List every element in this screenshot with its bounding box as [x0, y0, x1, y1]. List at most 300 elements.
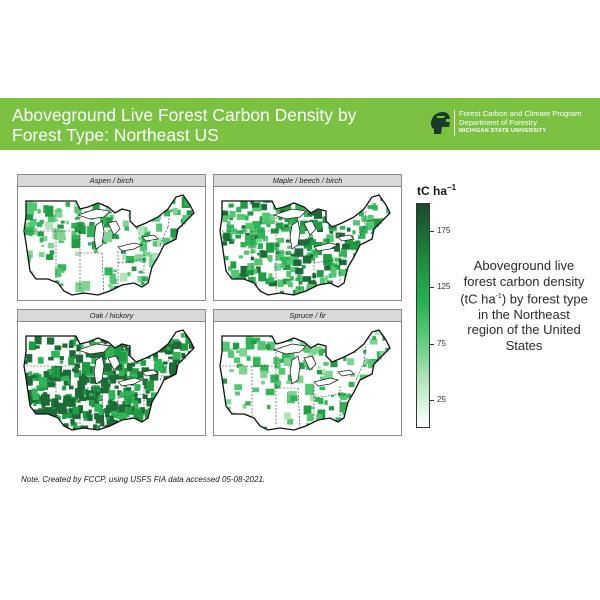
density-cell: [72, 368, 77, 371]
density-cell: [257, 329, 263, 336]
density-cell: [383, 227, 387, 231]
density-cell: [329, 231, 333, 234]
density-cell: [151, 338, 155, 343]
density-cell: [305, 384, 314, 395]
density-cell: [22, 416, 29, 425]
density-cell: [373, 414, 380, 418]
density-cell: [384, 330, 387, 333]
density-cell: [188, 361, 194, 369]
density-cell: [304, 406, 312, 415]
density-cell: [382, 231, 390, 238]
density-cell: [51, 421, 56, 425]
density-cell: [310, 254, 313, 258]
density-cell: [295, 268, 303, 274]
density-cell: [371, 389, 376, 394]
density-cell: [384, 230, 390, 236]
density-cell: [162, 405, 168, 410]
density-cell: [396, 198, 401, 202]
density-cell: [93, 424, 97, 429]
density-cell: [333, 341, 342, 351]
density-cell: [140, 242, 147, 252]
density-cell: [75, 251, 80, 256]
density-cell: [73, 407, 80, 415]
density-cell: [277, 197, 282, 204]
density-cell: [47, 382, 55, 388]
density-cell: [89, 393, 93, 396]
density-cell: [274, 381, 281, 386]
density-cell: [233, 343, 238, 350]
density-cell: [105, 412, 110, 417]
density-cell: [302, 276, 311, 282]
density-cell: [139, 350, 143, 355]
density-cell: [111, 234, 118, 239]
density-cell: [134, 384, 140, 391]
density-cell: [364, 265, 372, 276]
density-cell: [281, 295, 284, 297]
density-cell: [161, 395, 168, 400]
density-cell: [327, 342, 336, 352]
density-cell: [328, 207, 332, 211]
density-cell: [352, 428, 360, 434]
density-cell: [61, 292, 68, 300]
density-cell: [335, 294, 343, 300]
density-cell: [388, 267, 392, 272]
density-cell: [75, 388, 84, 396]
density-cell: [371, 292, 375, 295]
density-cell: [303, 193, 311, 198]
density-cell: [84, 326, 89, 333]
density-cell: [97, 387, 101, 392]
density-cell: [286, 271, 291, 278]
density-cell: [187, 250, 194, 258]
density-cell: [162, 409, 166, 413]
density-cell: [140, 291, 143, 294]
density-cell: [124, 199, 132, 210]
density-cell: [173, 388, 177, 391]
density-cell: [69, 386, 74, 390]
density-cell: [280, 257, 286, 261]
density-cell: [338, 426, 341, 428]
density-cell: [193, 404, 201, 414]
density-cell: [80, 344, 84, 347]
density-cell: [68, 357, 74, 365]
density-cell: [48, 357, 53, 360]
density-cell: [186, 277, 195, 288]
density-cell: [150, 416, 154, 421]
density-cell: [384, 290, 390, 297]
density-cell: [195, 358, 201, 366]
density-cell: [251, 340, 257, 344]
density-cell: [393, 347, 399, 354]
density-cell: [356, 388, 363, 392]
density-cell: [193, 241, 202, 253]
density-cell: [153, 241, 157, 246]
density-cell: [191, 270, 195, 275]
legend-tick-mark: [430, 400, 434, 401]
density-cell: [359, 226, 368, 233]
density-cell: [123, 195, 129, 199]
density-cell: [186, 274, 190, 277]
panel-label: Oak / hickory: [18, 310, 205, 322]
density-cell: [231, 239, 234, 241]
density-cell: [197, 423, 204, 428]
density-cell: [169, 275, 172, 279]
density-cell: [113, 270, 117, 272]
density-cell: [163, 362, 167, 365]
density-cell: [238, 209, 242, 213]
density-cell: [338, 195, 346, 206]
density-cell: [367, 205, 373, 209]
density-cell: [362, 423, 366, 426]
logo-department-name: Department of Forestry: [459, 118, 538, 127]
density-cell: [245, 215, 249, 220]
density-cell: [193, 395, 198, 402]
density-cell: [169, 362, 177, 373]
density-cell: [262, 213, 270, 224]
density-cell: [48, 399, 51, 401]
density-cell: [366, 287, 374, 295]
density-cell: [119, 288, 124, 294]
density-cell: [266, 389, 275, 396]
density-cell: [378, 291, 385, 300]
density-cell: [96, 193, 102, 197]
density-cell: [171, 378, 180, 389]
density-cell: [323, 362, 328, 366]
density-cell: [57, 230, 65, 240]
density-cell: [390, 338, 397, 343]
logo-program-name: Forest Carbon and Climate Program: [459, 109, 582, 118]
density-cell: [293, 260, 301, 266]
density-cell: [240, 201, 247, 209]
density-cell: [144, 213, 149, 218]
density-cell: [193, 391, 201, 402]
density-cell: [57, 208, 61, 212]
density-cell: [182, 287, 187, 294]
density-cell: [202, 385, 205, 391]
density-cell: [383, 254, 392, 261]
density-cell: [197, 422, 202, 426]
density-cell: [160, 335, 163, 337]
density-cell: [357, 260, 363, 266]
density-cell: [132, 336, 140, 343]
density-cell: [126, 256, 134, 263]
density-cell: [151, 330, 159, 340]
density-cell: [195, 415, 199, 419]
density-cell: [305, 192, 310, 196]
density-cell: [186, 378, 191, 381]
density-cell: [250, 239, 257, 245]
density-cell: [344, 329, 350, 336]
density-cell: [389, 239, 393, 244]
density-cell: [267, 255, 272, 260]
density-cell: [191, 428, 199, 435]
density-cell: [178, 409, 182, 412]
density-cell: [249, 195, 254, 201]
density-cell: [62, 386, 66, 391]
density-cell: [156, 410, 163, 417]
density-cell: [244, 284, 247, 286]
density-cell: [287, 281, 292, 285]
density-cell: [231, 229, 237, 235]
density-cell: [22, 290, 26, 294]
density-cell: [48, 243, 55, 248]
density-cell: [94, 404, 101, 412]
density-cell: [192, 406, 200, 411]
density-cell: [228, 351, 234, 358]
density-cell: [114, 425, 121, 433]
density-cell: [103, 389, 107, 392]
density-cell: [353, 405, 357, 408]
density-cell: [190, 384, 196, 389]
map-panel-spruce-fir: [213, 309, 402, 436]
density-cell: [297, 195, 304, 202]
density-cell: [28, 222, 35, 228]
density-cell: [363, 389, 371, 397]
density-cell: [324, 400, 327, 404]
density-cell: [170, 247, 173, 251]
density-cell: [267, 405, 271, 409]
density-cell: [310, 201, 316, 208]
density-cell: [177, 428, 183, 435]
density-cell: [61, 376, 69, 381]
legend-tick-label: 25: [437, 394, 446, 404]
density-cell: [152, 408, 160, 415]
density-cell: [181, 394, 189, 402]
density-cell: [124, 424, 130, 429]
density-cell: [146, 381, 154, 392]
density-cell: [336, 200, 340, 205]
density-cell: [355, 291, 360, 298]
density-cell: [320, 349, 325, 353]
density-cell: [173, 208, 178, 215]
density-cell: [170, 393, 176, 398]
density-cell: [170, 391, 178, 399]
density-cell: [88, 242, 92, 245]
density-cell: [352, 338, 359, 345]
density-cell: [363, 251, 368, 255]
density-cell: [221, 342, 229, 352]
density-cell: [394, 272, 400, 277]
density-cell: [258, 272, 266, 281]
density-cell: [165, 327, 173, 335]
density-cell: [320, 377, 324, 380]
density-cell: [188, 392, 193, 396]
density-cell: [127, 272, 130, 276]
density-cell: [37, 231, 43, 236]
density-cell: [195, 355, 202, 362]
density-cell: [381, 427, 387, 432]
density-cell: [300, 330, 304, 333]
density-cell: [159, 267, 162, 270]
density-cell: [183, 416, 190, 421]
density-cell: [124, 227, 129, 231]
density-cell: [141, 426, 147, 435]
density-cell: [314, 251, 319, 254]
density-cell: [119, 352, 126, 361]
density-cell: [385, 265, 390, 272]
density-cell: [172, 260, 178, 268]
density-cell: [113, 342, 116, 345]
density-cell: [125, 332, 128, 335]
density-cell: [277, 238, 284, 243]
density-cell: [141, 335, 146, 341]
density-cell: [383, 271, 390, 280]
density-cell: [177, 264, 181, 268]
density-cell: [220, 273, 226, 281]
density-cell: [322, 199, 326, 204]
density-cell: [294, 248, 303, 256]
density-cell: [370, 410, 379, 417]
density-cell: [387, 403, 393, 411]
density-cell: [356, 408, 359, 411]
density-cell: [120, 200, 126, 205]
density-cell: [346, 282, 351, 285]
density-cell: [61, 221, 65, 224]
density-cell: [378, 262, 382, 267]
density-cell: [235, 277, 241, 285]
density-cell: [229, 369, 234, 372]
density-cell: [234, 357, 240, 363]
density-cell: [307, 205, 313, 210]
density-cell: [229, 205, 233, 208]
density-cell: [377, 362, 382, 367]
density-cell: [381, 376, 386, 381]
density-cell: [239, 366, 247, 375]
density-cell: [168, 415, 175, 420]
panel-label: Aspen / birch: [18, 175, 205, 187]
density-cell: [371, 273, 376, 278]
density-cell: [174, 398, 181, 403]
density-cell: [199, 343, 205, 351]
density-cell: [331, 347, 340, 353]
density-cell: [45, 222, 53, 230]
density-cell: [360, 252, 367, 257]
density-cell: [335, 417, 342, 427]
density-cell: [122, 333, 125, 337]
density-cell: [47, 337, 54, 344]
density-cell: [324, 202, 332, 210]
density-cell: [151, 404, 157, 410]
density-cell: [363, 350, 366, 354]
density-cell: [186, 423, 193, 430]
density-cell: [198, 270, 202, 273]
density-cell: [257, 341, 265, 350]
density-cell: [166, 413, 174, 422]
density-cell: [353, 287, 359, 292]
density-cell: [86, 413, 91, 419]
density-cell: [202, 396, 205, 399]
density-cell: [56, 403, 64, 411]
density-cell: [247, 263, 254, 270]
density-cell: [165, 396, 174, 405]
density-cell: [135, 351, 140, 355]
density-cell: [330, 424, 339, 432]
density-cell: [284, 224, 290, 232]
density-cell: [196, 395, 201, 400]
density-cell: [340, 226, 345, 230]
density-cell: [372, 254, 376, 257]
density-cell: [81, 377, 90, 383]
density-cell: [168, 383, 172, 387]
density-cell: [43, 392, 47, 398]
density-cell: [247, 293, 252, 297]
density-cell: [128, 198, 131, 201]
density-cell: [283, 192, 290, 202]
density-cell: [256, 239, 262, 243]
density-cell: [136, 289, 144, 296]
density-cell: [196, 205, 200, 208]
density-cell: [287, 196, 291, 199]
density-cell: [188, 227, 193, 230]
density-cell: [290, 396, 298, 402]
density-cell: [165, 201, 168, 203]
density-cell: [138, 236, 142, 240]
density-cell: [119, 404, 126, 412]
density-cell: [358, 252, 364, 259]
density-cell: [44, 371, 49, 378]
density-cell: [237, 291, 246, 300]
density-cell: [350, 412, 357, 420]
density-cell: [54, 428, 62, 434]
density-cell: [234, 384, 242, 390]
density-cell: [78, 225, 86, 234]
density-cell: [43, 294, 52, 300]
density-cell: [137, 341, 140, 343]
density-cell: [258, 243, 263, 249]
density-cell: [364, 424, 368, 428]
density-cell: [266, 197, 272, 203]
density-cell: [47, 423, 53, 430]
density-cell: [240, 285, 243, 288]
density-cell: [185, 228, 191, 232]
density-cell: [189, 386, 196, 392]
density-cell: [288, 329, 293, 335]
density-cell: [163, 421, 172, 430]
density-cell: [155, 292, 159, 298]
density-cell: [123, 220, 129, 226]
density-cell: [347, 201, 351, 207]
density-cell: [185, 429, 189, 432]
density-cell: [291, 193, 297, 200]
density-cell: [247, 211, 253, 215]
density-cell: [188, 412, 197, 422]
density-cell: [55, 219, 58, 222]
density-cell: [69, 341, 73, 346]
density-cell: [366, 387, 372, 395]
density-cell: [349, 280, 357, 285]
density-cell: [184, 394, 191, 403]
map-panel-aspen-birch: [17, 174, 206, 301]
legend-tick-mark: [430, 287, 434, 288]
density-cell: [57, 377, 61, 381]
density-cell: [29, 234, 32, 237]
density-cell: [370, 274, 374, 278]
density-cell: [168, 412, 171, 415]
density-cell: [253, 388, 259, 393]
density-cell: [358, 424, 364, 428]
density-cell: [374, 394, 382, 401]
density-cell: [120, 273, 127, 282]
density-cell: [62, 343, 67, 347]
density-cell: [384, 356, 389, 362]
density-cell: [60, 429, 67, 434]
density-cell: [257, 253, 261, 256]
density-cell: [181, 333, 184, 338]
density-cell: [288, 197, 291, 201]
density-cell: [72, 239, 80, 248]
density-cell: [29, 371, 33, 375]
density-cell: [123, 332, 129, 340]
